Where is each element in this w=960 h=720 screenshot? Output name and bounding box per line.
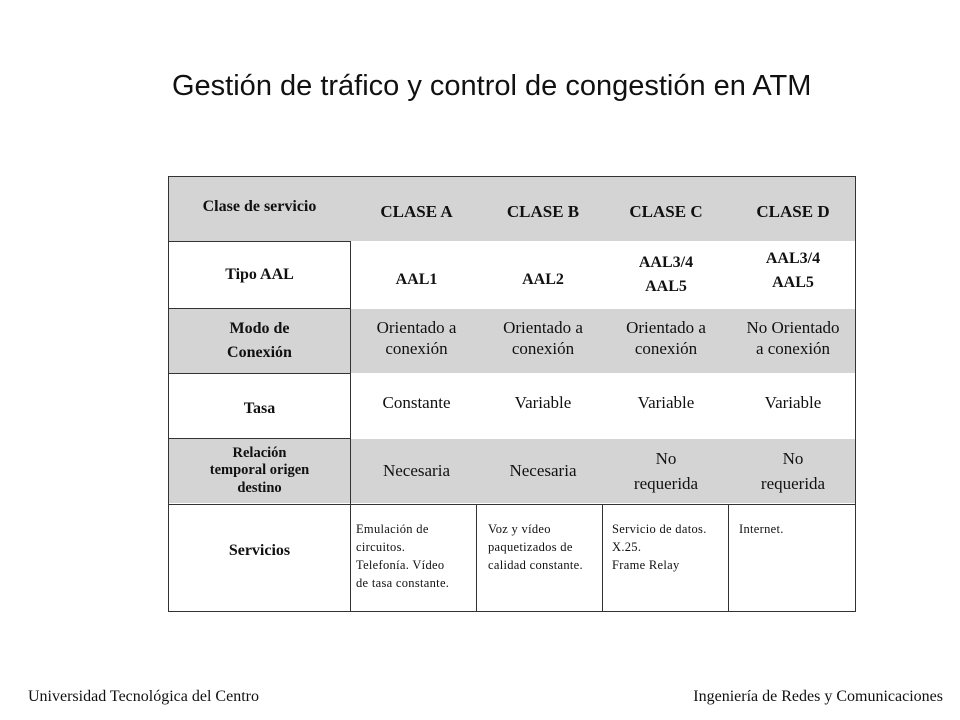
header-class-c: CLASE C — [629, 202, 703, 222]
row-label-tipo-aal: Tipo AAL — [225, 265, 294, 283]
row-label-relacion-temporal: Relación temporal origen destino — [209, 444, 310, 496]
tipo-aal-b: AAL2 — [522, 271, 564, 288]
header-class-a: CLASE A — [380, 202, 453, 222]
tasa-d: Variable — [764, 393, 822, 413]
tasa-b: Variable — [514, 393, 572, 413]
relacion-temporal-a: Necesaria — [382, 461, 450, 481]
modo-conexion-d: No Orientado a conexión — [746, 317, 840, 358]
modo-conexion-a: Orientado a conexión — [376, 317, 457, 358]
tasa-a: Constante — [382, 393, 451, 413]
relacion-temporal-b: Necesaria — [509, 461, 577, 481]
relacion-temporal-d: No requerida — [760, 448, 826, 493]
servicios-c: Servicio de datos. X.25. Frame Relay — [612, 522, 707, 573]
page-title: Gestión de tráfico y control de congestión en ATM — [172, 70, 812, 102]
header-class-b: CLASE B — [506, 202, 580, 222]
tasa-c: Variable — [637, 393, 695, 413]
service-class-table — [168, 176, 856, 612]
tipo-aal-c: AAL3/4 AAL5 — [638, 254, 694, 295]
tipo-aal-d: AAL3/4 AAL5 — [765, 250, 821, 291]
footer-left: Universidad Tecnológica del Centro — [28, 688, 259, 705]
servicios-d: Internet. — [739, 522, 784, 536]
tipo-aal-a: AAL1 — [395, 271, 438, 288]
servicios-a: Emulación de circuitos. Telefonía. Vídeo de tasa constante. — [356, 522, 450, 591]
services-divider-1 — [476, 505, 477, 612]
footer-right: Ingeniería de Redes y Comunicaciones — [693, 688, 943, 705]
relacion-temporal-c: No requerida — [633, 448, 699, 493]
row-label-modo-conexion: Modo de Conexión — [227, 320, 292, 361]
servicios-b: Voz y vídeo paquetizados de calidad constante. — [488, 522, 583, 573]
row-label-servicios: Servicios — [228, 542, 291, 559]
row-label-tasa: Tasa — [243, 400, 276, 417]
modo-conexion-b: Orientado a conexión — [503, 317, 583, 358]
header-class-d: CLASE D — [756, 202, 830, 222]
header-label: Clase de servicio — [202, 198, 317, 215]
modo-conexion-c: Orientado a conexión — [626, 317, 706, 358]
